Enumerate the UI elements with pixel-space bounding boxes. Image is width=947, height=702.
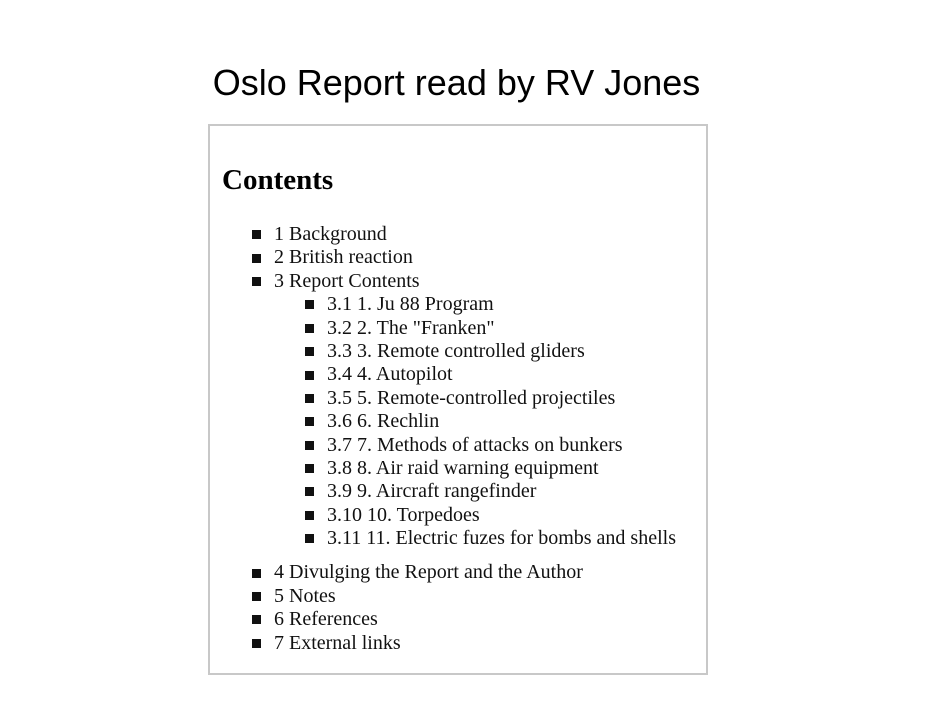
square-bullet-icon bbox=[252, 569, 261, 578]
toc-subitem-label: 3.5 5. Remote-controlled projectiles bbox=[327, 386, 616, 409]
toc-item bbox=[252, 585, 676, 608]
toc-item bbox=[252, 632, 676, 655]
toc-subitem-label: 3.1 1. Ju 88 Program bbox=[327, 293, 494, 316]
toc-subitem bbox=[252, 527, 676, 550]
toc-list bbox=[252, 223, 676, 655]
toc-item-label: 5 Notes bbox=[274, 584, 336, 607]
square-bullet-icon bbox=[305, 324, 314, 333]
toc-subitem bbox=[252, 363, 676, 386]
table-of-contents-image bbox=[208, 124, 708, 675]
toc-subitem bbox=[252, 457, 676, 480]
square-bullet-icon bbox=[252, 615, 261, 624]
square-bullet-icon bbox=[305, 371, 314, 380]
toc-subitem-label: 3.6 6. Rechlin bbox=[327, 410, 440, 433]
square-bullet-icon bbox=[252, 230, 261, 239]
toc-item-label: 4 Divulging the Report and the Author bbox=[274, 561, 583, 584]
square-bullet-icon bbox=[305, 347, 314, 356]
square-bullet-icon bbox=[305, 394, 314, 403]
toc-subitem-label: 3.7 7. Methods of attacks on bunkers bbox=[327, 433, 623, 456]
toc-subitem-label: 3.8 8. Air raid warning equipment bbox=[327, 456, 599, 479]
toc-item bbox=[252, 561, 676, 584]
square-bullet-icon bbox=[305, 441, 314, 450]
toc-item bbox=[252, 608, 676, 631]
square-bullet-icon bbox=[305, 300, 314, 309]
square-bullet-icon bbox=[252, 254, 261, 263]
square-bullet-icon bbox=[305, 464, 314, 473]
toc-item bbox=[252, 270, 676, 293]
square-bullet-icon bbox=[252, 639, 261, 648]
toc-subitem-label: 3.2 2. The "Franken" bbox=[327, 316, 495, 339]
toc-subitem bbox=[252, 340, 676, 363]
toc-item-label: 2 British reaction bbox=[274, 246, 413, 269]
toc-subitem bbox=[252, 387, 676, 410]
toc-item-label: 1 Background bbox=[274, 223, 387, 245]
toc-item-label: 3 Report Contents bbox=[274, 269, 420, 292]
square-bullet-icon bbox=[305, 511, 314, 520]
square-bullet-icon bbox=[305, 534, 314, 543]
square-bullet-icon bbox=[252, 592, 261, 601]
toc-subitem-label: 3.11 11. Electric fuzes for bombs and shells bbox=[327, 527, 676, 550]
toc-item-label: 6 References bbox=[274, 608, 378, 631]
toc-subitem-label: 3.3 3. Remote controlled gliders bbox=[327, 339, 585, 362]
toc-subitem bbox=[252, 410, 676, 433]
toc-subitem bbox=[252, 317, 676, 340]
contents-heading: Contents bbox=[222, 164, 334, 196]
toc-subitem-label: 3.4 4. Autopilot bbox=[327, 363, 453, 386]
square-bullet-icon bbox=[305, 487, 314, 496]
toc-item bbox=[252, 223, 676, 246]
toc-subitem bbox=[252, 480, 676, 503]
toc-subitem-label: 3.9 9. Aircraft rangefinder bbox=[327, 480, 537, 503]
toc-subitem-label: 3.10 10. Torpedoes bbox=[327, 503, 480, 526]
toc-item bbox=[252, 246, 676, 269]
square-bullet-icon bbox=[252, 277, 261, 286]
toc-subitem bbox=[252, 293, 676, 316]
square-bullet-icon bbox=[305, 417, 314, 426]
toc-item-label: 7 External links bbox=[274, 631, 401, 654]
toc-subitem bbox=[252, 434, 676, 457]
slide-title: Oslo Report read by RV Jones bbox=[212, 62, 701, 103]
toc-subitem bbox=[252, 504, 676, 527]
